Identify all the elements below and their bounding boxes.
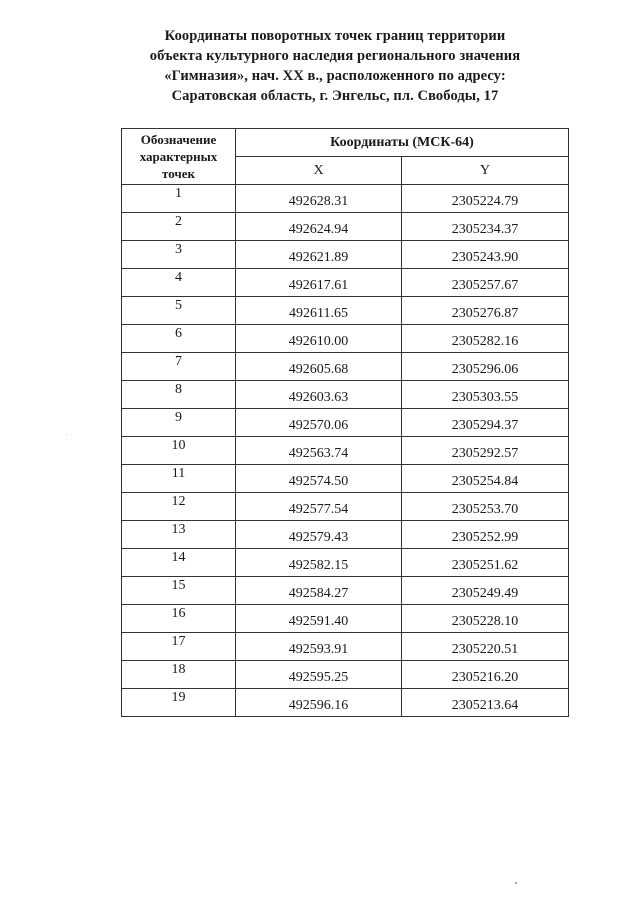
- table-row: [122, 633, 569, 661]
- y-coordinate-cell: 2305253.70: [402, 493, 569, 521]
- coordinates-table: [121, 128, 569, 717]
- y-coordinate-cell: 2305257.67: [402, 269, 569, 297]
- y-coordinate-cell: 2305220.51: [402, 633, 569, 661]
- table-row: [122, 437, 569, 465]
- point-number-cell: 13: [122, 521, 236, 549]
- x-coordinate-cell: 492595.25: [236, 661, 402, 689]
- table-row: [122, 241, 569, 269]
- y-coordinate-cell: 2305249.49: [402, 577, 569, 605]
- x-coordinate-cell: 492605.68: [236, 353, 402, 381]
- y-coordinate-cell: 2305252.99: [402, 521, 569, 549]
- table-header-row: [122, 129, 569, 157]
- table-row: [122, 689, 569, 717]
- point-number-cell: 9: [122, 409, 236, 437]
- x-coordinate-cell: 492577.54: [236, 493, 402, 521]
- point-number-cell: 12: [122, 493, 236, 521]
- point-number-cell: 10: [122, 437, 236, 465]
- document-title: [100, 26, 570, 106]
- point-number-cell: 1: [122, 185, 236, 213]
- table-row: [122, 297, 569, 325]
- table-row: [122, 381, 569, 409]
- header-y: Y: [402, 157, 569, 185]
- table-row: [122, 549, 569, 577]
- point-number-cell: 7: [122, 353, 236, 381]
- point-number-cell: 16: [122, 605, 236, 633]
- x-coordinate-cell: 492624.94: [236, 213, 402, 241]
- header-point-designation: Обозначение характерных точек: [122, 129, 236, 185]
- table-row: [122, 353, 569, 381]
- y-coordinate-cell: 2305228.10: [402, 605, 569, 633]
- table-row: [122, 325, 569, 353]
- x-coordinate-cell: 492611.65: [236, 297, 402, 325]
- point-number-cell: 2: [122, 213, 236, 241]
- y-coordinate-cell: 2305303.55: [402, 381, 569, 409]
- table-row: [122, 521, 569, 549]
- y-coordinate-cell: 2305216.20: [402, 661, 569, 689]
- x-coordinate-cell: 492584.27: [236, 577, 402, 605]
- point-number-cell: 6: [122, 325, 236, 353]
- title-line-2: объекта культурного наследия регионального значения: [149, 48, 521, 64]
- table-row: [122, 185, 569, 213]
- x-coordinate-cell: 492593.91: [236, 633, 402, 661]
- title-line-4: Саратовская область, г. Энгельс, пл. Свободы, 17: [171, 88, 499, 104]
- table-body: [122, 185, 569, 717]
- y-coordinate-cell: 2305292.57: [402, 437, 569, 465]
- scan-speck: [515, 882, 517, 884]
- table-row: [122, 409, 569, 437]
- x-coordinate-cell: 492563.74: [236, 437, 402, 465]
- header-x: X: [236, 157, 402, 185]
- point-number-cell: 17: [122, 633, 236, 661]
- y-coordinate-cell: 2305224.79: [402, 185, 569, 213]
- point-number-cell: 19: [122, 689, 236, 717]
- x-coordinate-cell: 492582.15: [236, 549, 402, 577]
- point-number-cell: 18: [122, 661, 236, 689]
- y-coordinate-cell: 2305282.16: [402, 325, 569, 353]
- point-number-cell: 5: [122, 297, 236, 325]
- table-row: [122, 269, 569, 297]
- x-coordinate-cell: 492621.89: [236, 241, 402, 269]
- y-coordinate-cell: 2305234.37: [402, 213, 569, 241]
- x-coordinate-cell: 492591.40: [236, 605, 402, 633]
- title-line-3: «Гимназия», нач. XX в., расположенного по адресу:: [164, 68, 506, 84]
- point-number-cell: 4: [122, 269, 236, 297]
- y-coordinate-cell: 2305296.06: [402, 353, 569, 381]
- title-line-1: Координаты поворотных точек границ территории: [164, 28, 506, 44]
- x-coordinate-cell: 492570.06: [236, 409, 402, 437]
- point-number-cell: 8: [122, 381, 236, 409]
- x-coordinate-cell: 492596.16: [236, 689, 402, 717]
- point-number-cell: 14: [122, 549, 236, 577]
- table-row: [122, 605, 569, 633]
- table-row: [122, 493, 569, 521]
- x-coordinate-cell: 492579.43: [236, 521, 402, 549]
- table-row: [122, 577, 569, 605]
- point-number-cell: 3: [122, 241, 236, 269]
- header-coordinates: Координаты (МСК-64): [236, 129, 569, 157]
- x-coordinate-cell: 492603.63: [236, 381, 402, 409]
- y-coordinate-cell: 2305276.87: [402, 297, 569, 325]
- point-number-cell: 15: [122, 577, 236, 605]
- x-coordinate-cell: 492574.50: [236, 465, 402, 493]
- y-coordinate-cell: 2305251.62: [402, 549, 569, 577]
- point-number-cell: 11: [122, 465, 236, 493]
- scan-speck: [66, 434, 67, 435]
- table-row: [122, 213, 569, 241]
- x-coordinate-cell: 492610.00: [236, 325, 402, 353]
- y-coordinate-cell: 2305254.84: [402, 465, 569, 493]
- y-coordinate-cell: 2305294.37: [402, 409, 569, 437]
- x-coordinate-cell: 492617.61: [236, 269, 402, 297]
- table-row: [122, 465, 569, 493]
- y-coordinate-cell: 2305243.90: [402, 241, 569, 269]
- table-row: [122, 661, 569, 689]
- x-coordinate-cell: 492628.31: [236, 185, 402, 213]
- y-coordinate-cell: 2305213.64: [402, 689, 569, 717]
